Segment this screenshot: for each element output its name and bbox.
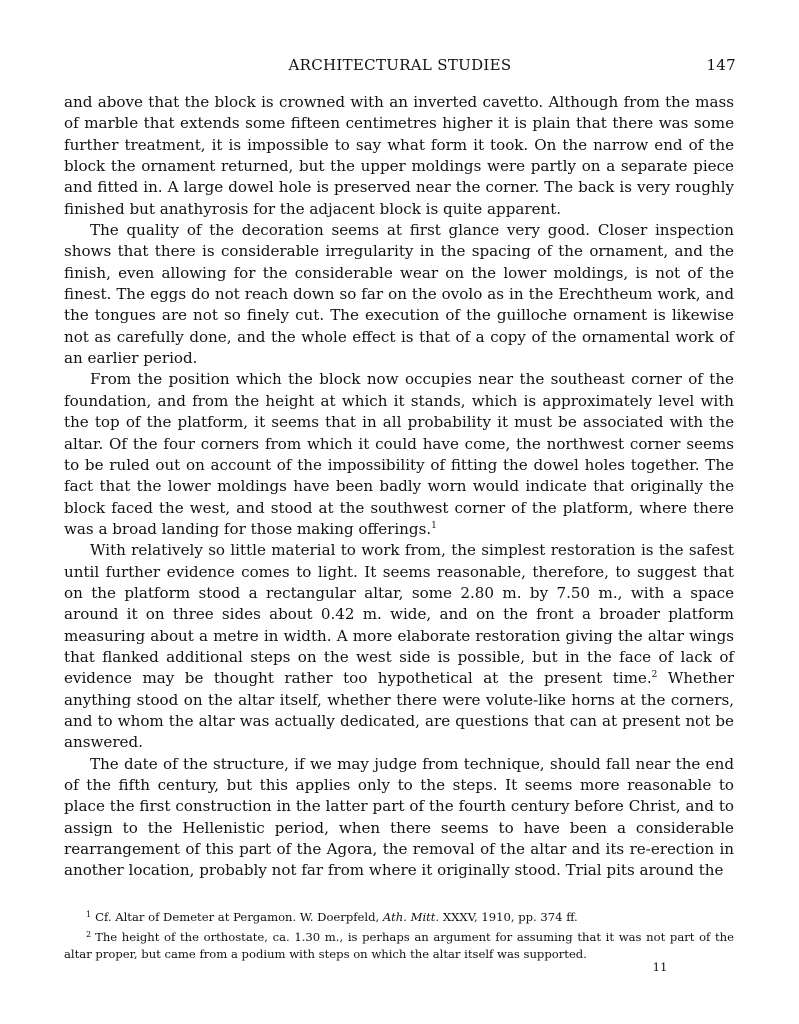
footnote-1 [64,906,734,926]
paragraph-3-text: From the position which the block now occupies near the southeast corner of the foundation, and from the height at which it stands, which is approximately level with the top of the platform, it seems that in all probability it must be associated with the altar. Of the four corners from which it could have come, the northwest corner seems to be ruled out on account of the impossibility of fitting the dowel holes together. The fact that the lower moldings have been badly worn would indicate that originally the block faced the west, and stood at the southwest corner of the platform, where there was a broad landing for those making offerings. [64,370,734,538]
paragraph-4 [64,540,734,753]
running-header [64,56,736,80]
paragraph-1: and above that the block is crowned with an inverted cavetto. Although from the mass of marble that extends some fifteen centimetres higher it is plain that there was some further treatment, it is impossible to say what form it took. On the narrow end of the block the ornament returned, but the upper moldings were partly on a separate piece and fitted in. A large dowel hole is preserved near the corner. The back is very roughly finished but anathyrosis for the adjacent block is quite apparent. [64,93,734,218]
paragraph-4-text-before: With relatively so little material to work from, the simplest restoration is the safest until further evidence comes to light. It seems reasonable, therefore, to suggest that on the platform stood a rectangular altar, some 2.80 m. by 7.50 m., with a space around it on three sides about 0.42 m. wide, and on the front a broader platform measuring about a metre in width. A more elaborate restoration giving the altar wings that flanked additional steps on the west side is possible, but in the face of lack of evidence may be thought rather too hypothetical at the present time. [64,541,734,688]
paragraph-5: The date of the structure, if we may judge from technique, should fall near the end of the fifth century, but this applies only to the steps. It seems more reasonable to place the first construction in the latter part of the fourth century before Christ, and to assign to the Hellenistic period, when there seems to have been a considerable rearrangement of this part of the Agora, the removal of the altar and its re-erection in another location, probably not far from where it originally stood. Trial pits around the [64,754,734,880]
running-title: ARCHITECTURAL STUDIES [288,56,512,74]
page-number: 147 [706,56,736,74]
footnote-2-mark: 2 [86,930,92,939]
footnote-1-text-before: Cf. Altar of Demeter at Pergamon. W. Doerpfeld, [95,910,383,924]
footnote-1-text-after: XXXV, 1910, pp. 374 ff. [439,910,578,924]
paragraph-4-text-after: Whether anything stood on the altar itself, whether there were volute-like horns at the corners, and to whom the altar was actually dedicated, are questions that can at present not be answered. [64,669,735,752]
footnote-2-text: The height of the orthostate, ca. 1.30 m., is perhaps an argument for assuming that it was not part of the altar proper, but came from a podium with steps on which the altar itself was supported. [64,930,734,961]
footnotes [64,906,734,963]
signature-mark: 11 [652,960,668,974]
paragraph-2: The quality of the decoration seems at first glance very good. Closer inspection shows that there is considerable irregularity in the spacing of the ornament, and the finish, even allowing for the considerable wear on the lower moldings, is not of the finest. The eggs do not reach down so far on the ovolo as in the Erechtheum work, and the tongues are not so finely cut. The execution of the guilloche ornament is likewise not as carefully done, and the whole effect is that of a copy of the ornamental work of an earlier period. [64,221,734,368]
paragraph-3 [64,369,734,540]
footnote-1-mark: 1 [86,910,92,919]
body-text [64,92,734,882]
footnote-1-journal: Ath. Mitt. [382,910,440,924]
footnote-ref-2: 2 [651,670,658,681]
footnote-2 [64,926,734,963]
footnote-ref-1: 1 [431,520,437,531]
